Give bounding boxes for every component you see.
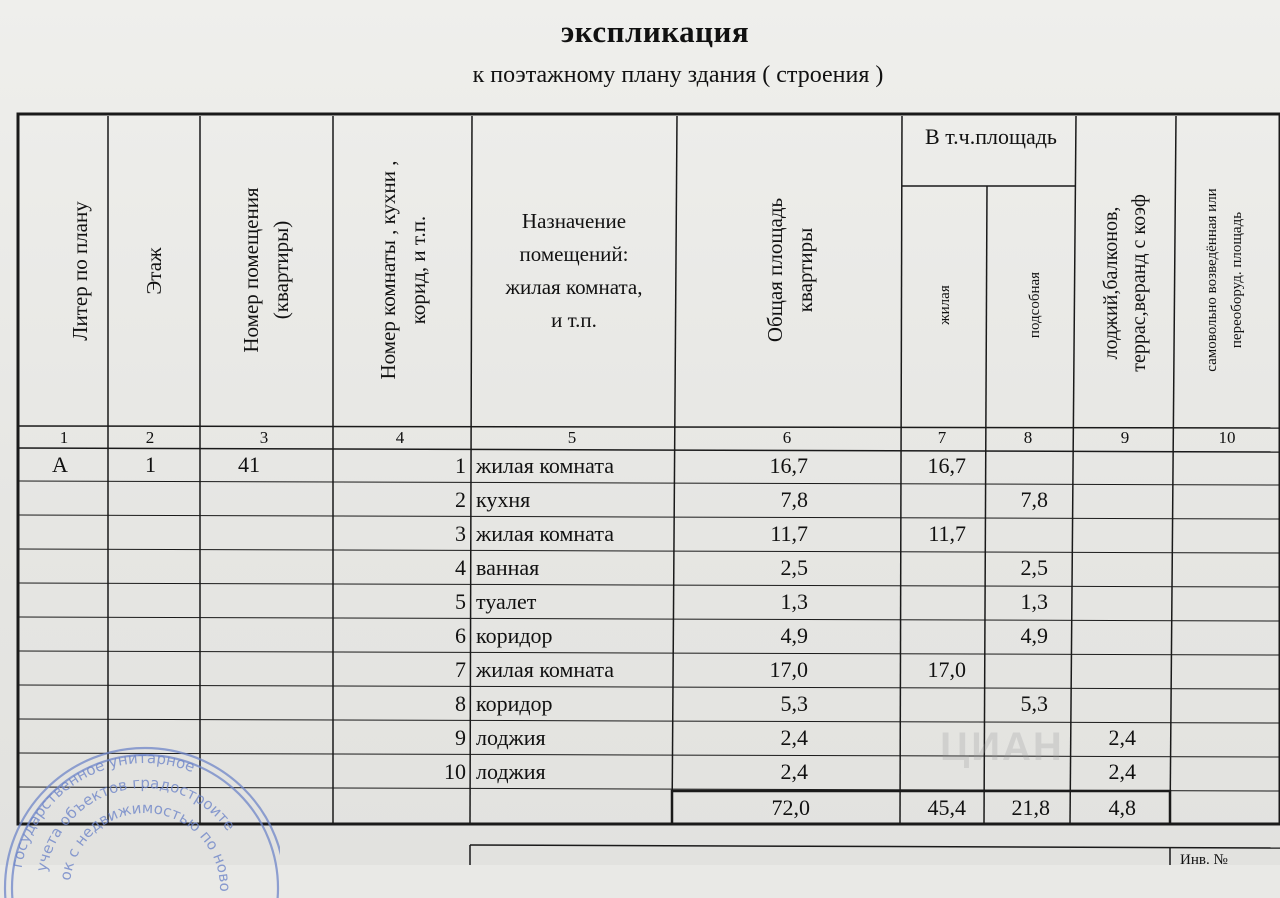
room-loggia-area: 2,4 xyxy=(1108,725,1136,750)
cell-floor: 1 xyxy=(145,452,156,477)
header-liter: Литер по плану xyxy=(68,201,92,341)
header-aux-area: подсобная xyxy=(1027,271,1043,339)
room-number: 9 xyxy=(455,725,466,750)
header-floor: Этаж xyxy=(142,247,166,295)
room-total-area: 7,8 xyxy=(780,487,808,512)
stamp-line-3: ок с недвижимостью по ново xyxy=(56,798,235,892)
column-number-10: 10 xyxy=(1218,428,1236,447)
room-living-area: 11,7 xyxy=(928,521,966,546)
room-name: туалет xyxy=(476,589,537,614)
room-living-area: 17,0 xyxy=(927,657,966,682)
total-area: 72,0 xyxy=(771,795,810,820)
watermark: ЦИАН xyxy=(940,725,1064,769)
column-number-8: 8 xyxy=(1023,428,1033,447)
room-loggia-area: 2,4 xyxy=(1108,759,1136,784)
room-living-area: 16,7 xyxy=(927,453,966,478)
room-name: лоджия xyxy=(476,725,546,750)
stamp-line-2: учета объектов градостроите xyxy=(32,773,239,874)
header-living-area: жилая xyxy=(937,285,953,325)
column-number-6: 6 xyxy=(782,428,792,447)
room-total-area: 5,3 xyxy=(780,691,808,716)
document-title: экспликация xyxy=(560,14,750,49)
column-number-1: 1 xyxy=(59,428,69,447)
header-total-area: Общая площадь квартиры xyxy=(763,197,817,343)
column-number-9: 9 xyxy=(1120,428,1130,447)
total-living: 45,4 xyxy=(927,795,966,820)
official-stamp xyxy=(0,738,280,898)
header-apartment-number: Номер помещения (квартиры) xyxy=(239,187,293,353)
room-total-area: 2,4 xyxy=(780,725,808,750)
room-aux-area: 4,9 xyxy=(1020,623,1048,648)
room-total-area: 4,9 xyxy=(780,623,808,648)
room-aux-area: 7,8 xyxy=(1020,487,1048,512)
room-number: 7 xyxy=(455,657,466,682)
inventory-number-label: Инв. № xyxy=(1180,852,1228,868)
column-number-5: 5 xyxy=(567,428,577,447)
room-total-area: 2,4 xyxy=(780,759,808,784)
room-number: 8 xyxy=(455,691,466,716)
room-name: коридор xyxy=(476,691,553,716)
header-purpose: Назначение помещений: жилая комната, и т.п. xyxy=(505,209,643,332)
room-total-area: 2,5 xyxy=(780,555,808,580)
stamp-line-1: государственное унитарное xyxy=(7,748,198,870)
total-loggia: 4,8 xyxy=(1108,795,1136,820)
room-number: 6 xyxy=(455,623,466,648)
header-including: В т.ч.площадь xyxy=(925,124,1057,149)
room-name: жилая комната xyxy=(476,521,615,546)
room-total-area: 17,0 xyxy=(769,657,808,682)
room-number: 2 xyxy=(455,487,466,512)
room-name: коридор xyxy=(476,623,553,648)
column-number-3: 3 xyxy=(259,428,269,447)
document-subtitle: к поэтажному плану здания ( строения ) xyxy=(472,62,884,88)
column-number-4: 4 xyxy=(395,428,405,447)
room-name: кухня xyxy=(476,487,531,512)
room-total-area: 1,3 xyxy=(780,589,808,614)
room-name: жилая комната xyxy=(476,657,615,682)
room-aux-area: 2,5 xyxy=(1020,555,1048,580)
room-aux-area: 5,3 xyxy=(1020,691,1048,716)
total-aux: 21,8 xyxy=(1011,795,1050,820)
room-name: жилая комната xyxy=(476,453,615,478)
room-number: 4 xyxy=(455,555,466,580)
room-total-area: 11,7 xyxy=(770,521,808,546)
room-name: лоджия xyxy=(476,759,546,784)
room-aux-area: 1,3 xyxy=(1020,589,1048,614)
header-loggia-area: лоджий,балконов, террас,веранд с коэф xyxy=(1100,194,1150,372)
header-room-number: Номер комнаты , кухни , корид, и т.п. xyxy=(376,160,430,380)
room-number: 10 xyxy=(444,759,466,784)
cell-liter: А xyxy=(52,452,68,477)
column-number-7: 7 xyxy=(937,428,947,447)
room-number: 5 xyxy=(455,589,466,614)
room-number: 1 xyxy=(455,453,466,478)
room-total-area: 16,7 xyxy=(769,453,808,478)
header-unauthorized-area: самовольно возведённая или переоборуд. площадь xyxy=(1204,188,1245,372)
room-name: ванная xyxy=(476,555,540,580)
room-number: 3 xyxy=(455,521,466,546)
column-number-2: 2 xyxy=(145,428,155,447)
cell-apartment: 41 xyxy=(238,452,260,477)
